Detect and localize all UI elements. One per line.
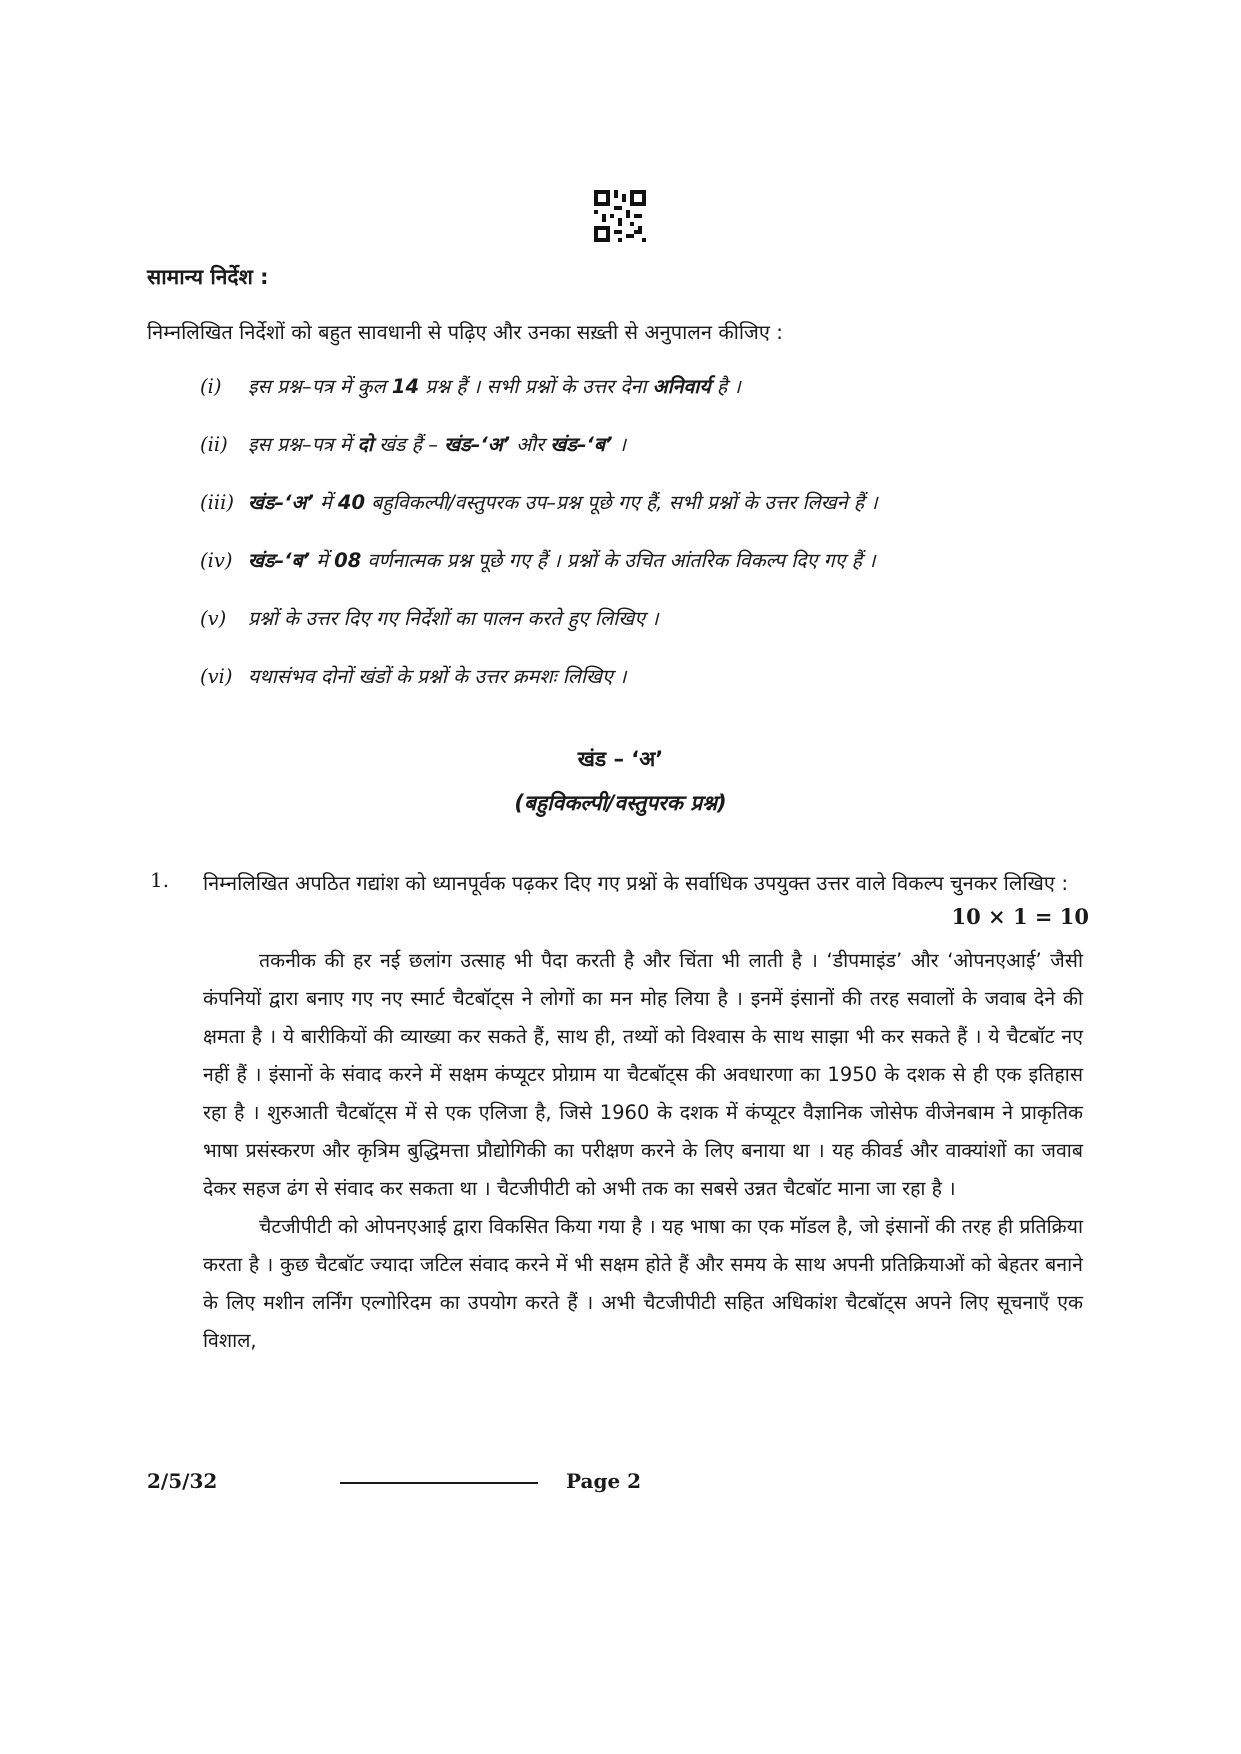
instruction-number: (iv) [200, 549, 233, 572]
instructions-intro: निम्नलिखित निर्देशों को बहुत सावधानी से पढ़िए और उनका सख़्ती से अनुपालन कीजिए : [147, 320, 784, 344]
footer-divider [340, 1482, 538, 1484]
instruction-text: । [612, 433, 627, 456]
question-number: 1. [150, 868, 170, 892]
section-title: खंड – ‘अ’ [577, 747, 664, 771]
instruction-bold: खंड–‘ब’ [550, 433, 613, 456]
instruction-text: प्रश्नों के उत्तर दिए गए निर्देशों का पालन करते हुए लिखिए । [248, 607, 659, 630]
question-text: निम्नलिखित अपठित गद्यांश को ध्यानपूर्वक पढ़कर दिए गए प्रश्नों के सर्वाधिक उपयुक्त उत्तर वाले विकल्प चुनकर लिखिए : [203, 871, 1069, 895]
instruction-item [200, 662, 1140, 720]
instruction-number: (ii) [200, 433, 228, 456]
section-subtitle: (बहुविकल्पी/वस्तुपरक प्रश्न) [514, 791, 727, 815]
question-marks: 10 × 1 = 10 [951, 904, 1089, 929]
instruction-bold: अनिवार्य [652, 375, 711, 398]
instruction-text: है । [710, 375, 741, 398]
instruction-text: प्रश्न हैं । सभी प्रश्नों के उत्तर देना [419, 375, 653, 398]
instruction-item [200, 546, 1140, 604]
instruction-bold: 40 [337, 491, 366, 514]
passage-paragraph: तकनीक की हर नई छलांग उत्साह भी पैदा करती है और चिंता भी लाती है । ‘डीपमाइंड’ और ‘ओपनएआई’ जैसी कंपनियों द्वारा बनाए गए नए स्मार्ट चैटबॉट्स ने लोगों का मन मोह लिया है । इनमें इंसानों की तरह सवालों के जवाब देने की क्षमता है । ये बारीकियों की व्याख्या कर सकते हैं, साथ ही, तथ्यों को विश्वास के साथ साझा भी कर सकते हैं । ये चैटबॉट नए नहीं हैं । इंसानों के संवाद करने में सक्षम कंप्यूटर प्रोग्राम या चैटबॉट्स की अवधारणा का 1950 के दशक से ही एक इतिहास रहा है । शुरुआती चैटबॉट्स में से एक एलिजा है, जिसे 1960 के दशक में कंप्यूटर वैज्ञानिक जोसेफ वीजेनबाम ने प्राकृतिक भाषा प्रसंस्करण और कृत्रिम बुद्धिमत्ता प्रौद्योगिकी का परीक्षण करने के लिए बनाया था । यह कीवर्ड और वाक्यांशों का जवाब देकर सहज ढंग से संवाद कर सकता था । चैटजीपीटी को अभी तक का सबसे उन्नत चैटबॉट माना जा रहा है । [203, 949, 1083, 1200]
instruction-number: (i) [200, 375, 222, 398]
instruction-list [200, 372, 1140, 720]
instruction-bold: खंड–‘ब’ [248, 549, 311, 572]
instruction-text: बहुविकल्पी/वस्तुपरक उप–प्रश्न पूछे गए हैं, सभी प्रश्नों के उत्तर लिखने हैं । [365, 491, 878, 514]
instruction-bold: दो [357, 433, 373, 456]
instruction-bold: खंड–‘अ’ [444, 433, 511, 456]
instruction-text: और [510, 433, 551, 456]
instruction-text: में [310, 549, 335, 572]
instruction-text: इस प्रश्न–पत्र में [248, 433, 358, 456]
instruction-number: (v) [200, 607, 227, 630]
instruction-text: यथासंभव दोनों खंडों के प्रश्नों के उत्तर क्रमशः लिखिए । [248, 665, 627, 688]
instruction-item [200, 372, 1140, 430]
instruction-bold: खंड–‘अ’ [248, 491, 314, 514]
instruction-bold: 08 [334, 549, 362, 572]
instruction-bold: 14 [391, 375, 420, 398]
instruction-item [200, 488, 1140, 546]
instruction-text: वर्णनात्मक प्रश्न पूछे गए हैं । प्रश्नों के उचित आंतरिक विकल्प दिए गए हैं । [361, 549, 876, 572]
instruction-text: खंड हैं – [372, 433, 445, 456]
instruction-item [200, 604, 1140, 662]
instruction-number: (iii) [200, 491, 234, 514]
qr-code-icon [594, 190, 646, 242]
unseen-passage [203, 942, 1083, 1360]
passage-paragraph: चैटजीपीटी को ओपनएआई द्वारा विकसित किया गया है । यह भाषा का एक मॉडल है, जो इंसानों की तरह ही प्रतिक्रिया करता है । कुछ चैटबॉट ज्यादा जटिल संवाद करने में भी सक्षम होते हैं और समय के साथ अपनी प्रतिक्रियाओं को बेहतर बनाने के लिए मशीन लर्निंग एल्गोरिदम का उपयोग करते हैं । अभी चैटजीपीटी सहित अधिकांश चैटबॉट्स अपने लिए सूचनाएँ एक विशाल, [203, 1215, 1083, 1352]
general-instructions-heading: सामान्य निर्देश : [147, 265, 269, 289]
paper-code: 2/5/32 [147, 1469, 218, 1493]
page-number: Page 2 [566, 1469, 642, 1493]
instruction-number: (vi) [200, 665, 233, 688]
instruction-text: में [313, 491, 338, 514]
instruction-item [200, 430, 1140, 488]
instruction-text: इस प्रश्न–पत्र में कुल [248, 375, 392, 398]
